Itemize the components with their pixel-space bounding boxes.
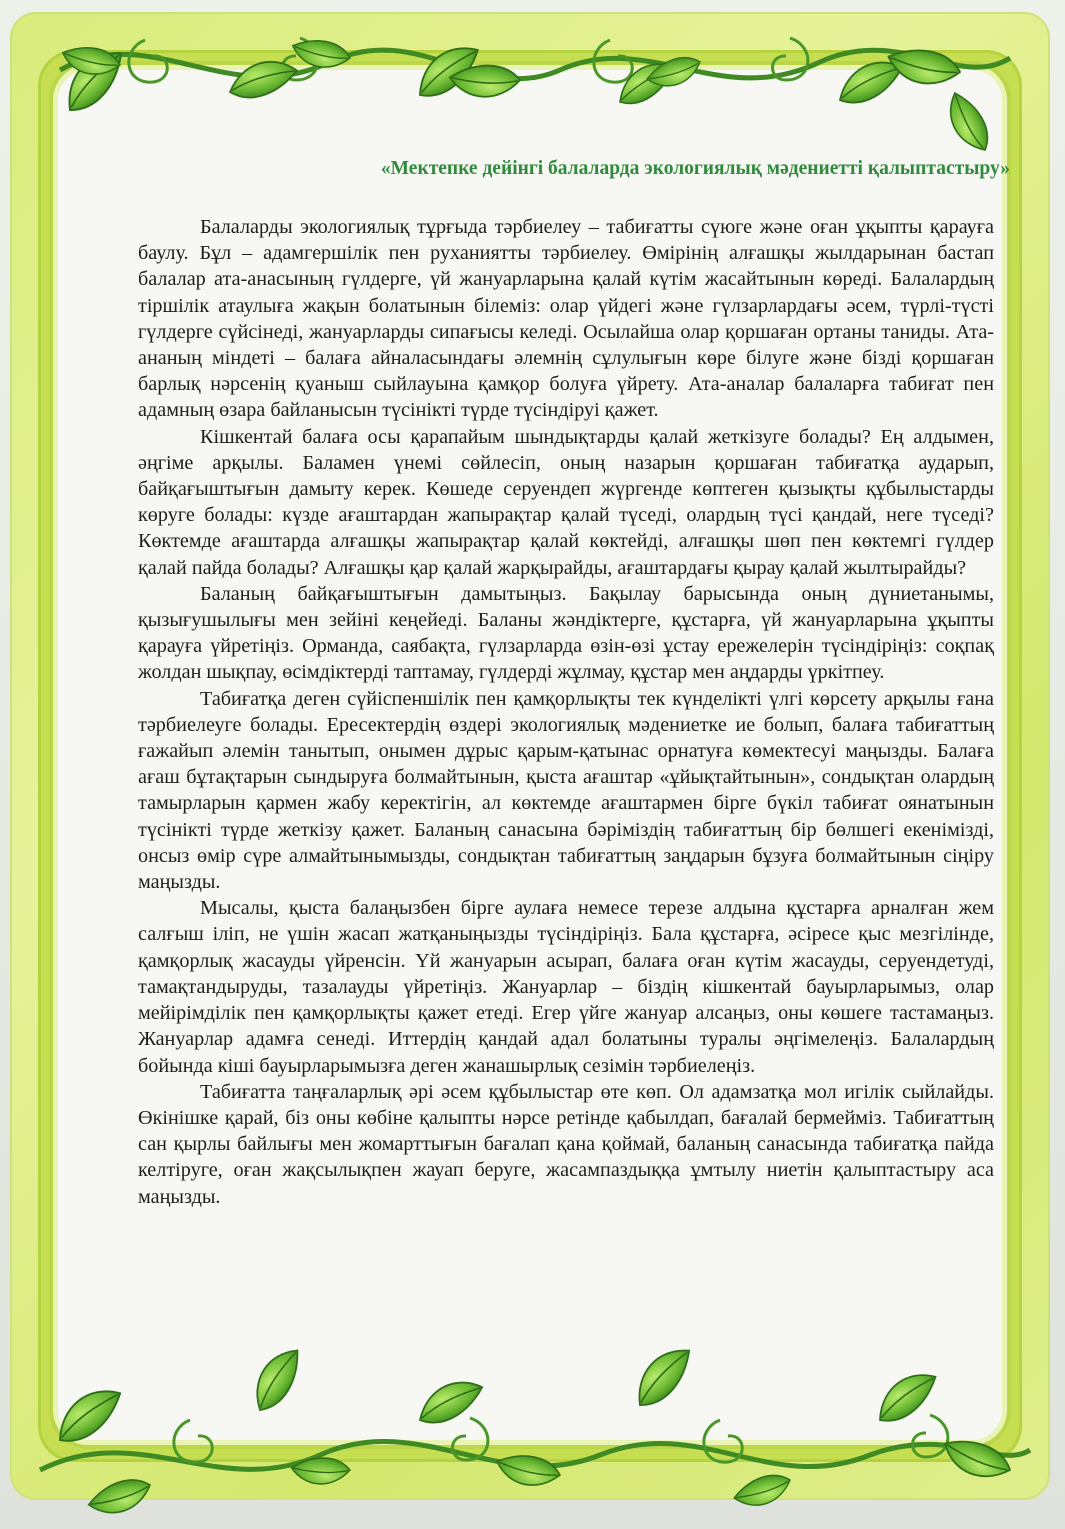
paragraph: Табиғатқа деген сүйіспеншілік пен қамқорлықты тек күнделікті үлгі көрсету арқылы ғана тәрбиелеуге болады. Ересектердің өздері экологиялық мәдениетке ие болып, балаға табиғаттың ғажайып әлемін танытып, онымен дұрыс қарым-қатынас орнатуға көмектесуі маңызды. Балаға ағаш бұтақтарын сындыруға болмайтынын, қыста ағаштар «ұйықтайтынын», сондықтан олардың тамырларын қармен жабу керектігін, ал көктемде ағаштармен бірге бүкіл табиғат оянатынын түсінікті түрде жеткізу қажет. Баланың санасына бәріміздің табиғаттың бір бөлшегі екенімізді, онсыз өмір сүре алмайтынымызды, сондықтан табиғаттың заңдарын бұзуға болмайтынын сіңіру маңызды.: [138, 687, 994, 894]
paragraph: Баланың байқағыштығын дамытыңыз. Бақылау барысында оның дүниетанымы, қызығушылығы мен зейіні кеңейеді. Баланы жәндіктерге, құстарға, үй жануарларына ұқыпты қарауға үйретіңіз. Орманда, саябақта, гүлзарларда өзін-өзі ұстау ережелерін түсіндіріңіз: соқпақ жолдан шықпау, өсімдіктерді таптамау, гүлдерді жұлмау, құстар мен аңдарды үркітпеу.: [138, 582, 994, 684]
paragraph: Мысалы, қыста балаңызбен бірге аулаға немесе терезе алдына құстарға арналған жем салғыш іліп, не үшін жасап жатқаныңызды түсіндіріңіз. Бала құстарға, әсіресе қыс мезгілінде, қамқорлық жасауды үйренсін. Үй жануарын асырап, балаға оған күтім жасауды, серуендетуді, тамақтандыруды, тазалауды үйретіңіз. Жануарлар – біздің кішкентай бауырларымыз, олар мейірімділік пен қамқорлықты қажет етеді. Егер үйге жануар алсаңыз, оны көшеге тастамаңыз. Жануарлар адамға сенеді. Иттердің қандай адал болатыны туралы әңгімелеңіз. Балалардың бойында кіші бауырларымызға деген жанашырлық сезімін тәрбиелеңіз.: [138, 897, 994, 1077]
paragraph: Кішкентай балаға осы қарапайым шындықтарды қалай жеткізуге болады? Ең алдымен, әңгіме арқылы. Баламен үнемі сөйлесіп, оның назарын қоршаған табиғатқа аударып, байқағыштығын дамыту керек. Көшеде серуендеп жүргенде көптеген қызықты құбылыстарды көруге болады: күзде ағаштардан жапырақтар қалай түседі, олардың түсі қандай, неге түседі? Көктемде ағаштарда алғашқы жапырақтар қалай көктейді, алғашқы шөп пен көктемгі гүлдер қалай пайда болады? Алғашқы қар қалай жарқырайды, ағаштардағы қырау қалай жылтырайды?: [138, 425, 994, 579]
paragraph: Табиғатта таңғаларлық әрі әсем құбылыстар өте көп. Ол адамзатқа мол игілік сыйлайды. Өкінішке қарай, біз оны көбіне қалыпты нәрсе ретінде қабылдап, бағалай бермейміз. Табиғаттың сан қырлы байлығы мен жомарттығын бағалап қана қоймай, баланың санасында табиғатқа пайда келтіруге, оған жақсылықпен жауап беруге, жасампаздыққа ұмтылу ниетін қалыптастыру аса маңызды.: [138, 1080, 994, 1208]
paragraph: Балаларды экологиялық тұрғыда тәрбиелеу – табиғатты сүюге және оған ұқыпты қарауға баулу. Бұл – адамгершілік пен руханиятты тәрбиелеу. Өмірінің алғашқы жылдарынан бастап балалар ата-анасының гүлдерге, үй жануарларына қалай күтім жасайтынын көреді. Балалардың тіршілік атаулыға жақын болатынын білеміз: олар үйдегі және гүлзарлардағы әсем, түрлі-түсті гүлдерге сүйсінеді, жануарларды сипағысы келеді. Осылайша олар қоршаған ортаны таниды. Ата-ананың міндеті – балаға айналасындағы әлемнің сұлулығын көре білуге және бізді қоршаған барлық нәрсенің қуаныш сыйлауына қамқор болуға үйрету. Ата-аналар балаларға табиғат пен адамның өзара байланысын түсінікті түрде түсіндіруі қажет.: [138, 216, 994, 422]
document-title: «Мектепке дейінгі балаларда экологиялық мәдениетті қалыптастыру»: [380, 158, 1010, 179]
document-body: [138, 214, 994, 1210]
